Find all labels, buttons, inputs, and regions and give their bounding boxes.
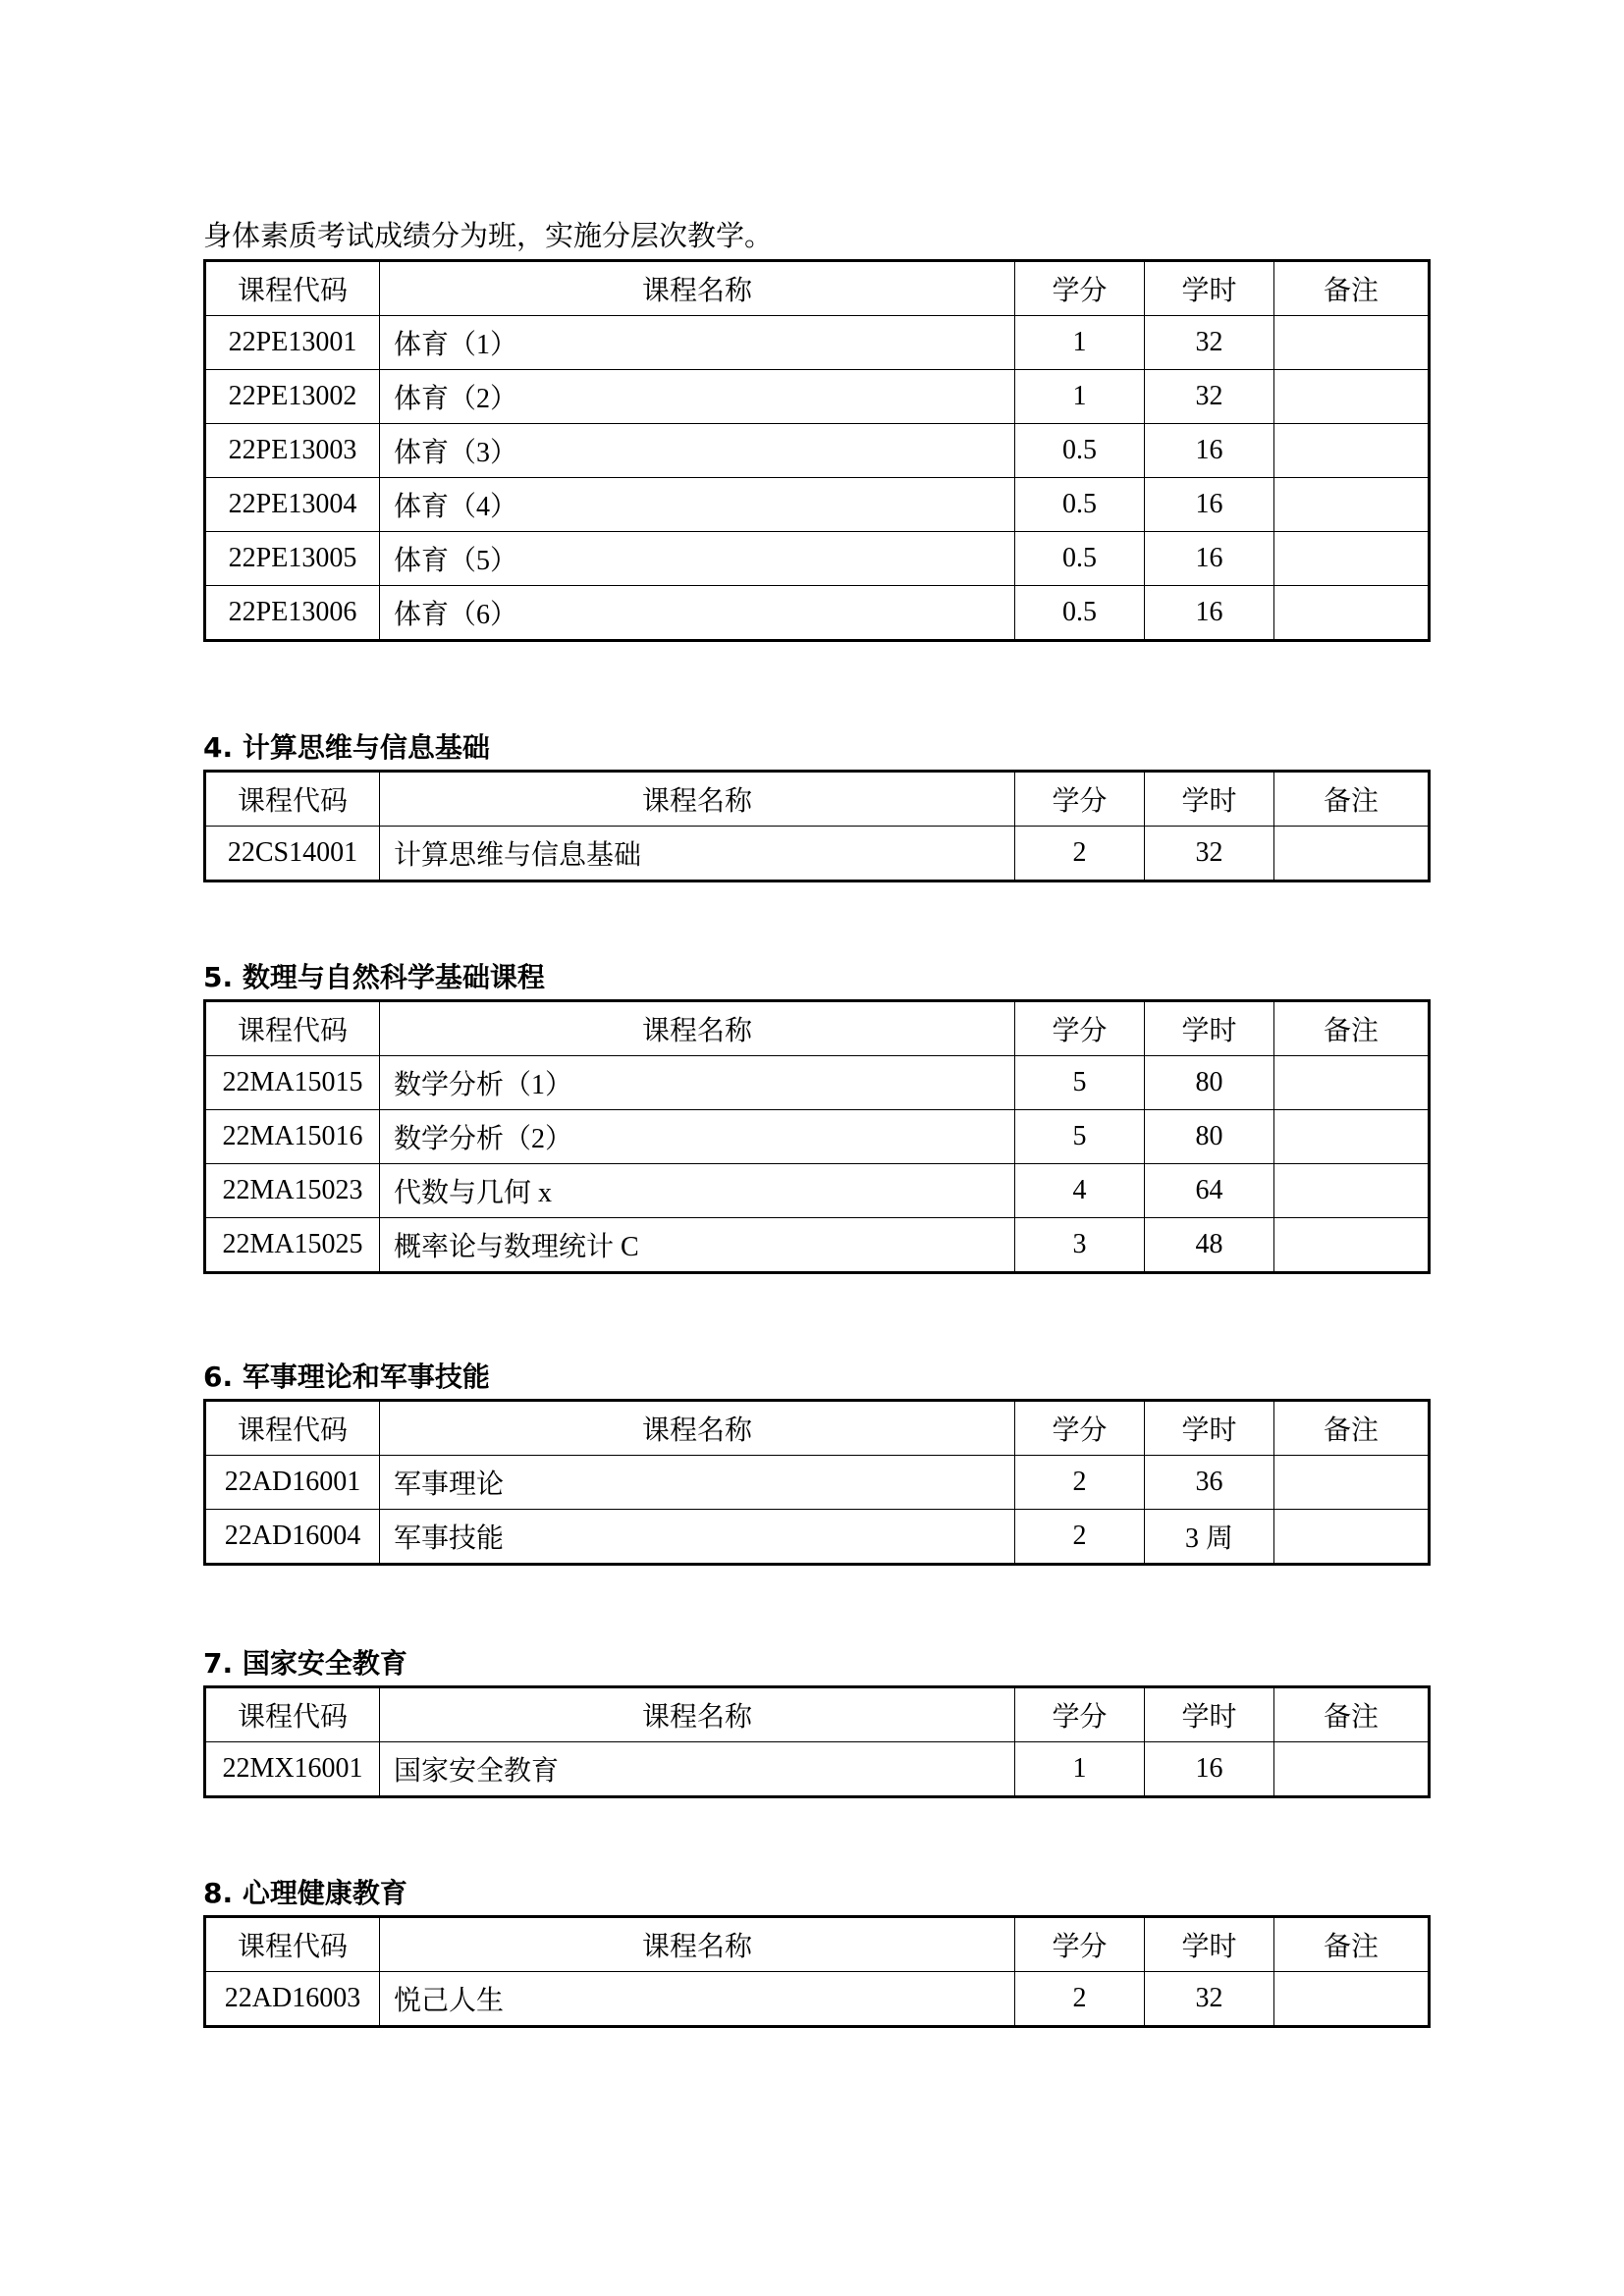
header-credit: 学分 — [1015, 1001, 1145, 1056]
course-credit: 0.5 — [1015, 424, 1145, 478]
section-math-science — [203, 956, 1431, 1274]
course-hours: 16 — [1145, 586, 1274, 641]
course-credit: 2 — [1015, 1456, 1145, 1510]
section-national-security — [203, 1642, 1431, 1798]
course-credit: 1 — [1015, 316, 1145, 370]
section-heading: 5. 数理与自然科学基础课程 — [203, 961, 545, 993]
header-code: 课程代码 — [205, 261, 380, 316]
header-note: 备注 — [1274, 261, 1430, 316]
course-table-pe — [203, 259, 1431, 642]
section-heading: 6. 军事理论和军事技能 — [203, 1361, 490, 1393]
header-note: 备注 — [1274, 1687, 1430, 1742]
course-credit: 0.5 — [1015, 478, 1145, 532]
header-hours: 学时 — [1145, 1001, 1274, 1056]
course-credit: 2 — [1015, 827, 1145, 881]
course-note — [1274, 1056, 1430, 1110]
header-name: 课程名称 — [380, 1917, 1015, 1972]
course-name: 代数与几何 x — [380, 1164, 1015, 1218]
header-hours: 学时 — [1145, 772, 1274, 827]
course-code: 22PE13005 — [205, 532, 380, 586]
course-hours: 80 — [1145, 1056, 1274, 1110]
course-code: 22MX16001 — [205, 1742, 380, 1797]
course-credit: 5 — [1015, 1056, 1145, 1110]
course-hours: 16 — [1145, 532, 1274, 586]
course-note — [1274, 1164, 1430, 1218]
course-credit: 5 — [1015, 1110, 1145, 1164]
course-note — [1274, 1742, 1430, 1797]
course-name: 悦己人生 — [380, 1972, 1015, 2027]
header-code: 课程代码 — [205, 1001, 380, 1056]
header-note: 备注 — [1274, 1001, 1430, 1056]
course-hours: 16 — [1145, 478, 1274, 532]
course-code: 22MA15023 — [205, 1164, 380, 1218]
table-row — [205, 1164, 1430, 1218]
course-credit: 2 — [1015, 1510, 1145, 1565]
table-header-row — [205, 772, 1430, 827]
section-computational-thinking — [203, 726, 1431, 882]
course-table-math — [203, 999, 1431, 1274]
table-header-row — [205, 1401, 1430, 1456]
header-code: 课程代码 — [205, 1687, 380, 1742]
course-hours: 32 — [1145, 1972, 1274, 2027]
header-name: 课程名称 — [380, 1001, 1015, 1056]
course-code: 22PE13002 — [205, 370, 380, 424]
course-credit: 0.5 — [1015, 586, 1145, 641]
intro-paragraph: 身体素质考试成绩分为班，实施分层次教学。 — [203, 219, 774, 252]
table-row — [205, 1742, 1430, 1797]
table-row — [205, 478, 1430, 532]
course-hours: 32 — [1145, 827, 1274, 881]
course-credit: 4 — [1015, 1164, 1145, 1218]
course-code: 22CS14001 — [205, 827, 380, 881]
course-credit: 2 — [1015, 1972, 1145, 2027]
header-name: 课程名称 — [380, 1401, 1015, 1456]
course-note — [1274, 827, 1430, 881]
course-name: 概率论与数理统计 C — [380, 1218, 1015, 1273]
header-name: 课程名称 — [380, 261, 1015, 316]
header-credit: 学分 — [1015, 772, 1145, 827]
course-code: 22PE13003 — [205, 424, 380, 478]
course-note — [1274, 478, 1430, 532]
header-note: 备注 — [1274, 772, 1430, 827]
course-note — [1274, 1218, 1430, 1273]
table-row — [205, 532, 1430, 586]
course-name: 计算思维与信息基础 — [380, 827, 1015, 881]
course-hours: 48 — [1145, 1218, 1274, 1273]
course-table-cs — [203, 770, 1431, 882]
course-code: 22AD16004 — [205, 1510, 380, 1565]
table-header-row — [205, 261, 1430, 316]
table-header-row — [205, 1687, 1430, 1742]
course-name: 军事理论 — [380, 1456, 1015, 1510]
course-note — [1274, 1456, 1430, 1510]
course-note — [1274, 532, 1430, 586]
course-note — [1274, 586, 1430, 641]
table-row — [205, 1110, 1430, 1164]
course-name: 体育（3） — [380, 424, 1015, 478]
course-credit: 0.5 — [1015, 532, 1145, 586]
table-header-row — [205, 1917, 1430, 1972]
course-code: 22PE13006 — [205, 586, 380, 641]
course-name: 体育（1） — [380, 316, 1015, 370]
course-name: 体育（6） — [380, 586, 1015, 641]
header-note: 备注 — [1274, 1401, 1430, 1456]
course-name: 数学分析（1） — [380, 1056, 1015, 1110]
course-hours: 3 周 — [1145, 1510, 1274, 1565]
course-note — [1274, 424, 1430, 478]
course-hours: 16 — [1145, 424, 1274, 478]
header-hours: 学时 — [1145, 261, 1274, 316]
course-credit: 1 — [1015, 1742, 1145, 1797]
header-hours: 学时 — [1145, 1917, 1274, 1972]
course-note — [1274, 316, 1430, 370]
course-table-military — [203, 1399, 1431, 1566]
section-heading: 8. 心理健康教育 — [203, 1877, 407, 1909]
course-note — [1274, 1972, 1430, 2027]
table-row — [205, 424, 1430, 478]
course-name: 军事技能 — [380, 1510, 1015, 1565]
header-note: 备注 — [1274, 1917, 1430, 1972]
table-row — [205, 1056, 1430, 1110]
course-code: 22MA15015 — [205, 1056, 380, 1110]
course-name: 数学分析（2） — [380, 1110, 1015, 1164]
course-credit: 3 — [1015, 1218, 1145, 1273]
course-name: 体育（5） — [380, 532, 1015, 586]
header-credit: 学分 — [1015, 1687, 1145, 1742]
header-name: 课程名称 — [380, 1687, 1015, 1742]
table-row — [205, 316, 1430, 370]
course-hours: 64 — [1145, 1164, 1274, 1218]
table-row — [205, 370, 1430, 424]
table-row — [205, 1456, 1430, 1510]
course-code: 22PE13004 — [205, 478, 380, 532]
course-hours: 32 — [1145, 370, 1274, 424]
section-heading: 4. 计算思维与信息基础 — [203, 731, 490, 764]
course-code: 22MA15016 — [205, 1110, 380, 1164]
course-note — [1274, 370, 1430, 424]
course-name: 国家安全教育 — [380, 1742, 1015, 1797]
section-military — [203, 1356, 1431, 1566]
course-name: 体育（4） — [380, 478, 1015, 532]
header-hours: 学时 — [1145, 1401, 1274, 1456]
course-hours: 80 — [1145, 1110, 1274, 1164]
header-code: 课程代码 — [205, 1401, 380, 1456]
header-credit: 学分 — [1015, 1917, 1145, 1972]
course-hours: 16 — [1145, 1742, 1274, 1797]
header-credit: 学分 — [1015, 1401, 1145, 1456]
header-code: 课程代码 — [205, 1917, 380, 1972]
course-name: 体育（2） — [380, 370, 1015, 424]
table-row — [205, 1972, 1430, 2027]
course-note — [1274, 1110, 1430, 1164]
section-heading: 7. 国家安全教育 — [203, 1647, 407, 1680]
course-code: 22MA15025 — [205, 1218, 380, 1273]
table-row — [205, 586, 1430, 641]
table-row — [205, 1510, 1430, 1565]
course-code: 22AD16003 — [205, 1972, 380, 2027]
course-table-security — [203, 1685, 1431, 1798]
course-hours: 32 — [1145, 316, 1274, 370]
header-name: 课程名称 — [380, 772, 1015, 827]
table-header-row — [205, 1001, 1430, 1056]
course-code: 22PE13001 — [205, 316, 380, 370]
section-pe — [203, 259, 1431, 642]
course-credit: 1 — [1015, 370, 1145, 424]
course-note — [1274, 1510, 1430, 1565]
table-row — [205, 1218, 1430, 1273]
table-row — [205, 827, 1430, 881]
section-mental-health — [203, 1872, 1431, 2028]
header-hours: 学时 — [1145, 1687, 1274, 1742]
header-credit: 学分 — [1015, 261, 1145, 316]
header-code: 课程代码 — [205, 772, 380, 827]
course-table-mental-health — [203, 1915, 1431, 2028]
course-hours: 36 — [1145, 1456, 1274, 1510]
course-code: 22AD16001 — [205, 1456, 380, 1510]
